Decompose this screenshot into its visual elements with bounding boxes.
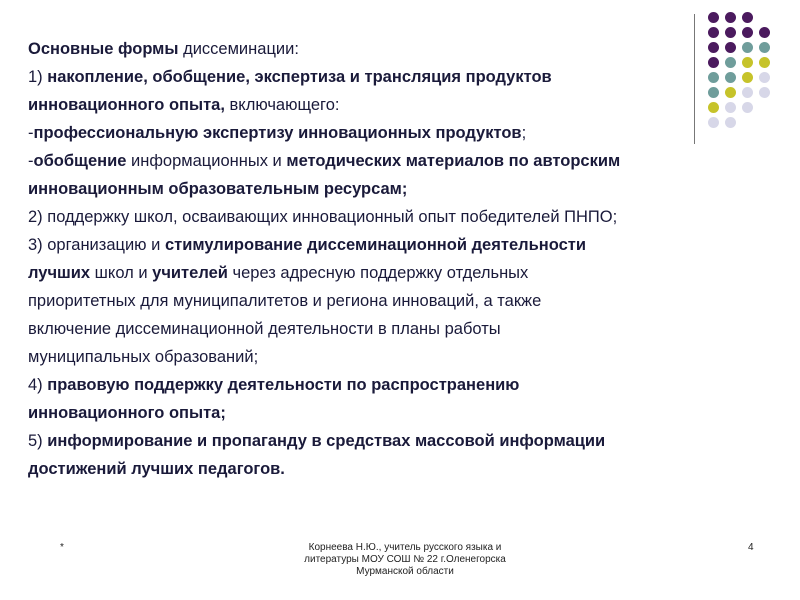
bold-text: обобщение <box>33 152 127 170</box>
text: ; <box>521 124 527 142</box>
slide-body <box>28 35 768 483</box>
text: - <box>28 124 34 142</box>
text: - <box>28 152 34 170</box>
text-line <box>28 35 768 63</box>
footer-author <box>270 542 540 578</box>
text-line <box>28 343 768 371</box>
bold-text: учителей <box>152 264 228 282</box>
text: 3) организацию и <box>28 236 165 254</box>
page-number: 4 <box>748 542 754 553</box>
text-line <box>28 91 768 119</box>
bold-text: достижений лучших педагогов. <box>28 460 285 478</box>
text-line <box>28 315 768 343</box>
decorative-dot <box>725 12 736 23</box>
text: диссеминации: <box>178 40 299 58</box>
bold-text: информирование и пропаганду в средствах массовой информации <box>47 432 606 450</box>
text-line <box>28 175 768 203</box>
text: школ и <box>90 264 153 282</box>
text: 4) <box>28 376 48 394</box>
text-line <box>28 399 768 427</box>
bold-text: профессиональную экспертизу инновационных продуктов <box>33 124 522 142</box>
decorative-dot <box>742 12 753 23</box>
bold-text: лучших <box>28 264 91 282</box>
bold-text: инновационного опыта; <box>28 404 226 422</box>
decorative-dot <box>708 12 719 23</box>
bold-text: накопление, обобщение, экспертиза и трансляция продуктов <box>47 68 552 86</box>
text: 1) <box>28 68 48 86</box>
bold-text: методических материалов по авторским <box>286 152 621 170</box>
text: 2) поддержку школ, осваивающих инновационный опыт победителей ПНПО; <box>28 208 618 226</box>
footer-author-line: Корнеева Н.Ю., учитель русского языка и <box>308 542 502 553</box>
footer-asterisk: * <box>60 542 64 553</box>
text: включение диссеминационной деятельности в планы работы <box>28 320 501 338</box>
text-line <box>28 119 768 147</box>
bold-text: инновационного опыта, <box>28 96 225 114</box>
text-line <box>28 203 768 231</box>
bold-text: стимулирование диссеминационной деятельности <box>164 236 586 254</box>
bold-text: Основные формы <box>28 40 179 58</box>
text: приоритетных для муниципалитетов и региона инноваций, а также <box>28 292 542 310</box>
text-line <box>28 287 768 315</box>
text: муниципальных образований; <box>28 348 259 366</box>
text-line <box>28 371 768 399</box>
text-line <box>28 455 768 483</box>
text: через адресную поддержку отдельных <box>227 264 529 282</box>
text: 5) <box>28 432 48 450</box>
text-line <box>28 259 768 287</box>
text-line <box>28 427 768 455</box>
text: информационных и <box>126 152 287 170</box>
text: включающего: <box>224 96 340 114</box>
bold-text: правовую поддержку деятельности по распространению <box>47 376 520 394</box>
text-line <box>28 147 768 175</box>
bold-text: инновационным образовательным ресурсам; <box>28 180 408 198</box>
footer-author-line: литературы МОУ СОШ № 22 г.Оленегорска <box>304 554 506 565</box>
footer-author-line: Мурманской области <box>356 566 454 577</box>
slide-footer <box>0 540 800 600</box>
text-line <box>28 231 768 259</box>
text-line <box>28 63 768 91</box>
